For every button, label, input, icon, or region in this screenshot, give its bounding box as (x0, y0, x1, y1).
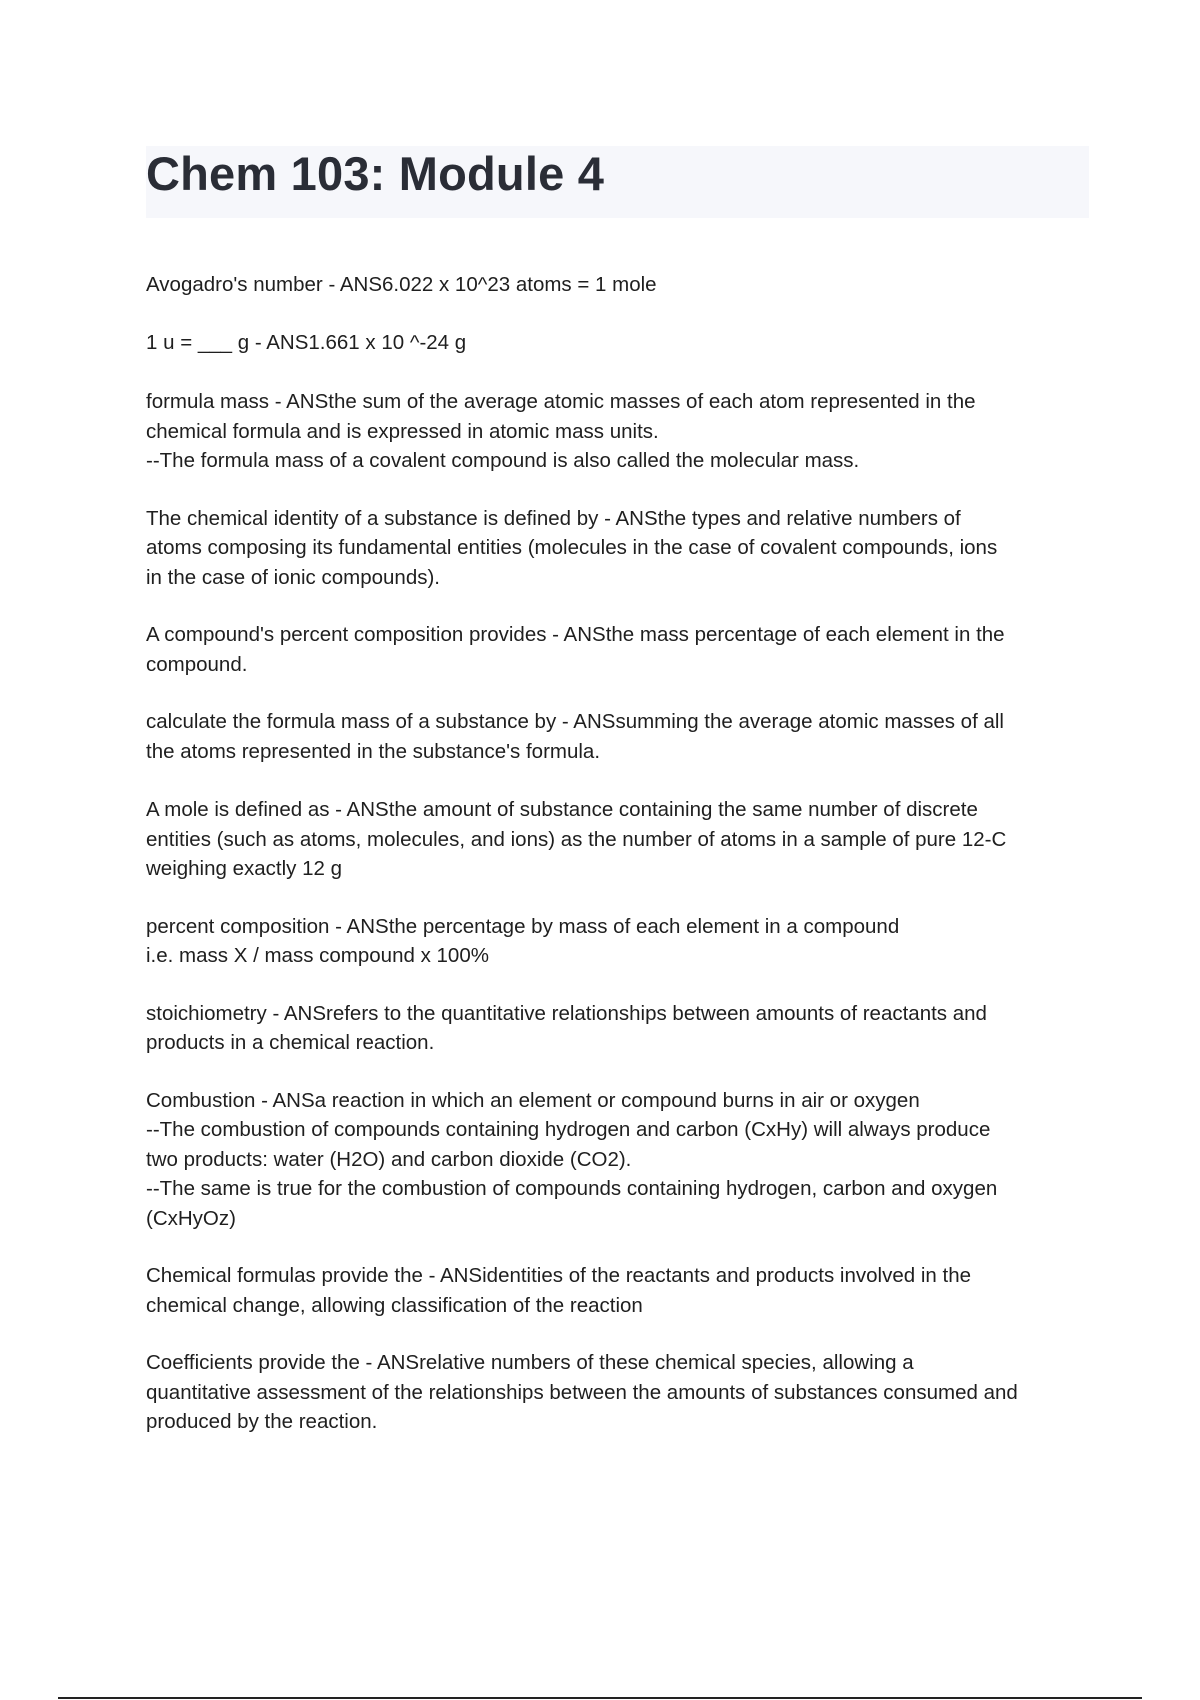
flashcard-entry-formula-mass (146, 387, 1091, 476)
footer-divider (58, 1697, 1142, 1699)
flashcard-entry-avogadro (146, 270, 1091, 300)
entry-line: The chemical identity of a substance is defined by - ANSthe types and relative numbers of (146, 506, 961, 530)
entry-line: Chemical formulas provide the - ANSidentities of the reactants and products involved in the (146, 1264, 971, 1287)
entry-line: quantitative assessment of the relationships between the amounts of substances consumed and (146, 1380, 1018, 1404)
entry-line: produced by the reaction. (146, 1410, 378, 1433)
entry-line: Coefficients provide the - ANSrelative numbers of these chemical species, allowing a (146, 1351, 914, 1374)
entry-line: formula mass - ANSthe sum of the average atomic masses of each atom represented in the (146, 390, 976, 413)
flashcard-entry-coefficients (146, 1348, 1091, 1437)
entry-line: 1 u = ___ g - ANS1.661 x 10 ^-24 g (146, 330, 467, 354)
entry-line: two products: water (H2O) and carbon dioxide (CO2). (146, 1147, 632, 1171)
page-title: Chem 103: Module 4 (146, 147, 605, 200)
entry-line: --The formula mass of a covalent compound is also called the molecular mass. (146, 449, 860, 472)
flashcard-entry-percent-composition-provides (146, 620, 1091, 679)
entry-line: Combustion - ANSa reaction in which an element or compound burns in air or oxygen (146, 1088, 920, 1112)
entry-line: atoms composing its fundamental entities (molecules in the case of covalent compounds, ions (146, 536, 998, 559)
flashcard-entry-chemical-identity (146, 504, 1091, 593)
entry-line: A mole is defined as - ANSthe amount of substance containing the same number of discrete (146, 798, 978, 821)
entry-line: percent composition - ANSthe percentage by mass of each element in a compound (146, 914, 900, 938)
flashcard-entry-calculate-formula-mass (146, 707, 1091, 766)
flashcard-entry-chemical-formulas (146, 1261, 1091, 1320)
flashcard-list (146, 270, 1091, 1437)
entry-line: stoichiometry - ANSrefers to the quantitative relationships between amounts of reactants and (146, 1001, 987, 1025)
entry-line: weighing exactly 12 g (146, 857, 343, 880)
entry-line: --The combustion of compounds containing hydrogen and carbon (CxHy) will always produce (146, 1118, 991, 1141)
flashcard-entry-stoichiometry (146, 999, 1091, 1058)
flashcard-entry-atomic-mass-unit (146, 328, 1091, 358)
entry-line: chemical formula and is expressed in atomic mass units. (146, 419, 659, 443)
entry-line: compound. (146, 652, 248, 676)
entry-line: the atoms represented in the substance's formula. (146, 739, 601, 763)
entry-line: entities (such as atoms, molecules, and ions) as the number of atoms in a sample of pure 12-C (146, 827, 1007, 851)
entry-line: A compound's percent composition provides - ANSthe mass percentage of each element in the (146, 623, 1005, 646)
flashcard-entry-mole-definition (146, 795, 1091, 884)
entry-line: --The same is true for the combustion of compounds containing hydrogen, carbon and oxygen (146, 1177, 998, 1200)
entry-line: calculate the formula mass of a substance by - ANSsumming the average atomic masses of all (146, 710, 1004, 733)
flashcard-entry-percent-composition (146, 912, 1091, 971)
flashcard-entry-combustion (146, 1086, 1091, 1234)
entry-line: i.e. mass X / mass compound x 100% (146, 944, 489, 967)
entry-line: chemical change, allowing classification of the reaction (146, 1293, 643, 1317)
entry-line: (CxHyOz) (146, 1206, 236, 1230)
entry-line: Avogadro's number - ANS6.022 x 10^23 atoms = 1 mole (146, 273, 657, 296)
entry-line: products in a chemical reaction. (146, 1031, 435, 1054)
entry-line: in the case of ionic compounds). (146, 565, 440, 589)
